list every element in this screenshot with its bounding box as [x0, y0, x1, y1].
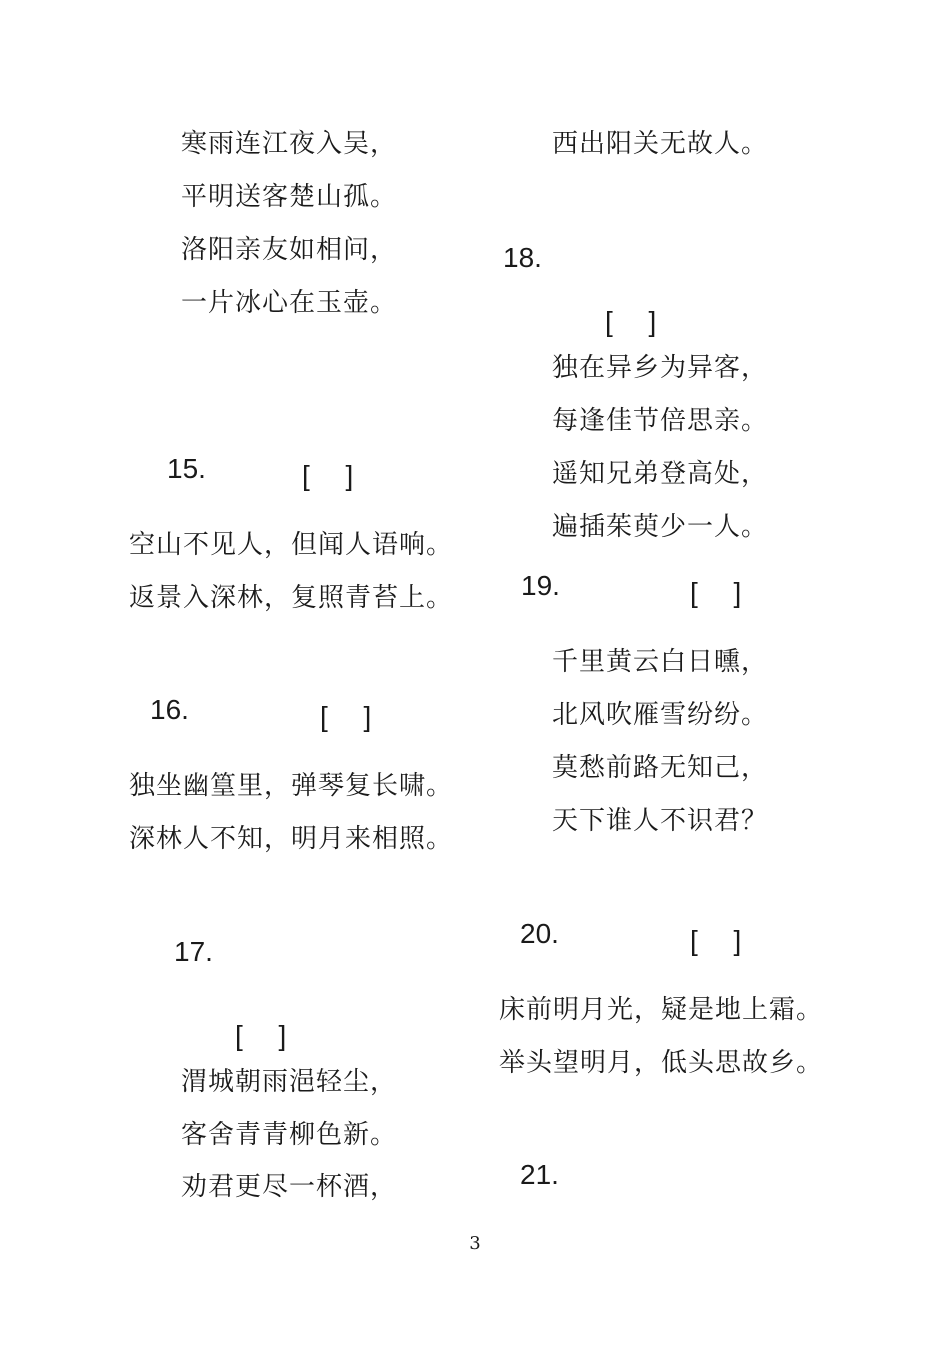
poem-14-line-4: 一片冰心在玉壶。: [181, 288, 398, 318]
poem-20-number: 20.: [520, 918, 559, 949]
poem-18-number: 18.: [503, 242, 542, 273]
poem-18-line-3: 遥知兄弟登高处，: [552, 459, 769, 489]
poem-18-line-1: 独在异乡为异客，: [552, 353, 769, 383]
poem-17-number: 17.: [174, 936, 213, 967]
poem-21-number: 21.: [520, 1159, 559, 1190]
poem-17-line-1: 渭城朝雨浥轻尘，: [181, 1067, 398, 1097]
poem-20-title-bracket: [ ]: [690, 925, 756, 956]
poem-14-line-2: 平明送客楚山孤。: [181, 182, 398, 212]
poem-15-line-1: 空山不见人，但闻人语响。: [129, 530, 454, 560]
poem-16-number: 16.: [150, 694, 189, 725]
poem-17-line-2: 客舍青青柳色新。: [181, 1120, 398, 1150]
poem-15-line-2: 返景入深林，复照青苔上。: [129, 583, 454, 613]
poem-18-line-4: 遍插茱萸少一人。: [552, 512, 769, 542]
poem-18-line-2: 每逢佳节倍思亲。: [552, 406, 769, 436]
poem-16-line-2: 深林人不知，明月来相照。: [129, 824, 454, 854]
poem-19-line-3: 莫愁前路无知己，: [552, 753, 769, 783]
poem-20-line-1: 床前明月光，疑是地上霜。: [499, 995, 824, 1025]
poem-16-title-bracket: [ ]: [320, 701, 386, 732]
poem-16-line-1: 独坐幽篁里，弹琴复长啸。: [129, 771, 454, 801]
poem-17-line-3: 劝君更尽一杯酒，: [181, 1172, 398, 1202]
poem-19-line-4: 天下谁人不识君？: [552, 806, 769, 836]
poem-15-number: 15.: [167, 453, 206, 484]
poem-19-title-bracket: [ ]: [690, 577, 756, 608]
poem-19-number: 19.: [521, 570, 560, 601]
poem-14-line-1: 寒雨连江夜入吴，: [181, 129, 398, 159]
poem-20-line-2: 举头望明月，低头思故乡。: [499, 1048, 824, 1078]
poem-14-line-3: 洛阳亲友如相问，: [181, 235, 398, 265]
poem-17-line-4: 西出阳关无故人。: [552, 129, 769, 159]
page-number: 3: [469, 1233, 481, 1254]
poem-19-line-1: 千里黄云白日曛，: [552, 647, 769, 677]
poem-18-title-bracket: [ ]: [605, 306, 671, 337]
poem-19-line-2: 北风吹雁雪纷纷。: [552, 700, 769, 730]
poem-15-title-bracket: [ ]: [302, 460, 368, 491]
poem-17-title-bracket: [ ]: [235, 1020, 301, 1051]
